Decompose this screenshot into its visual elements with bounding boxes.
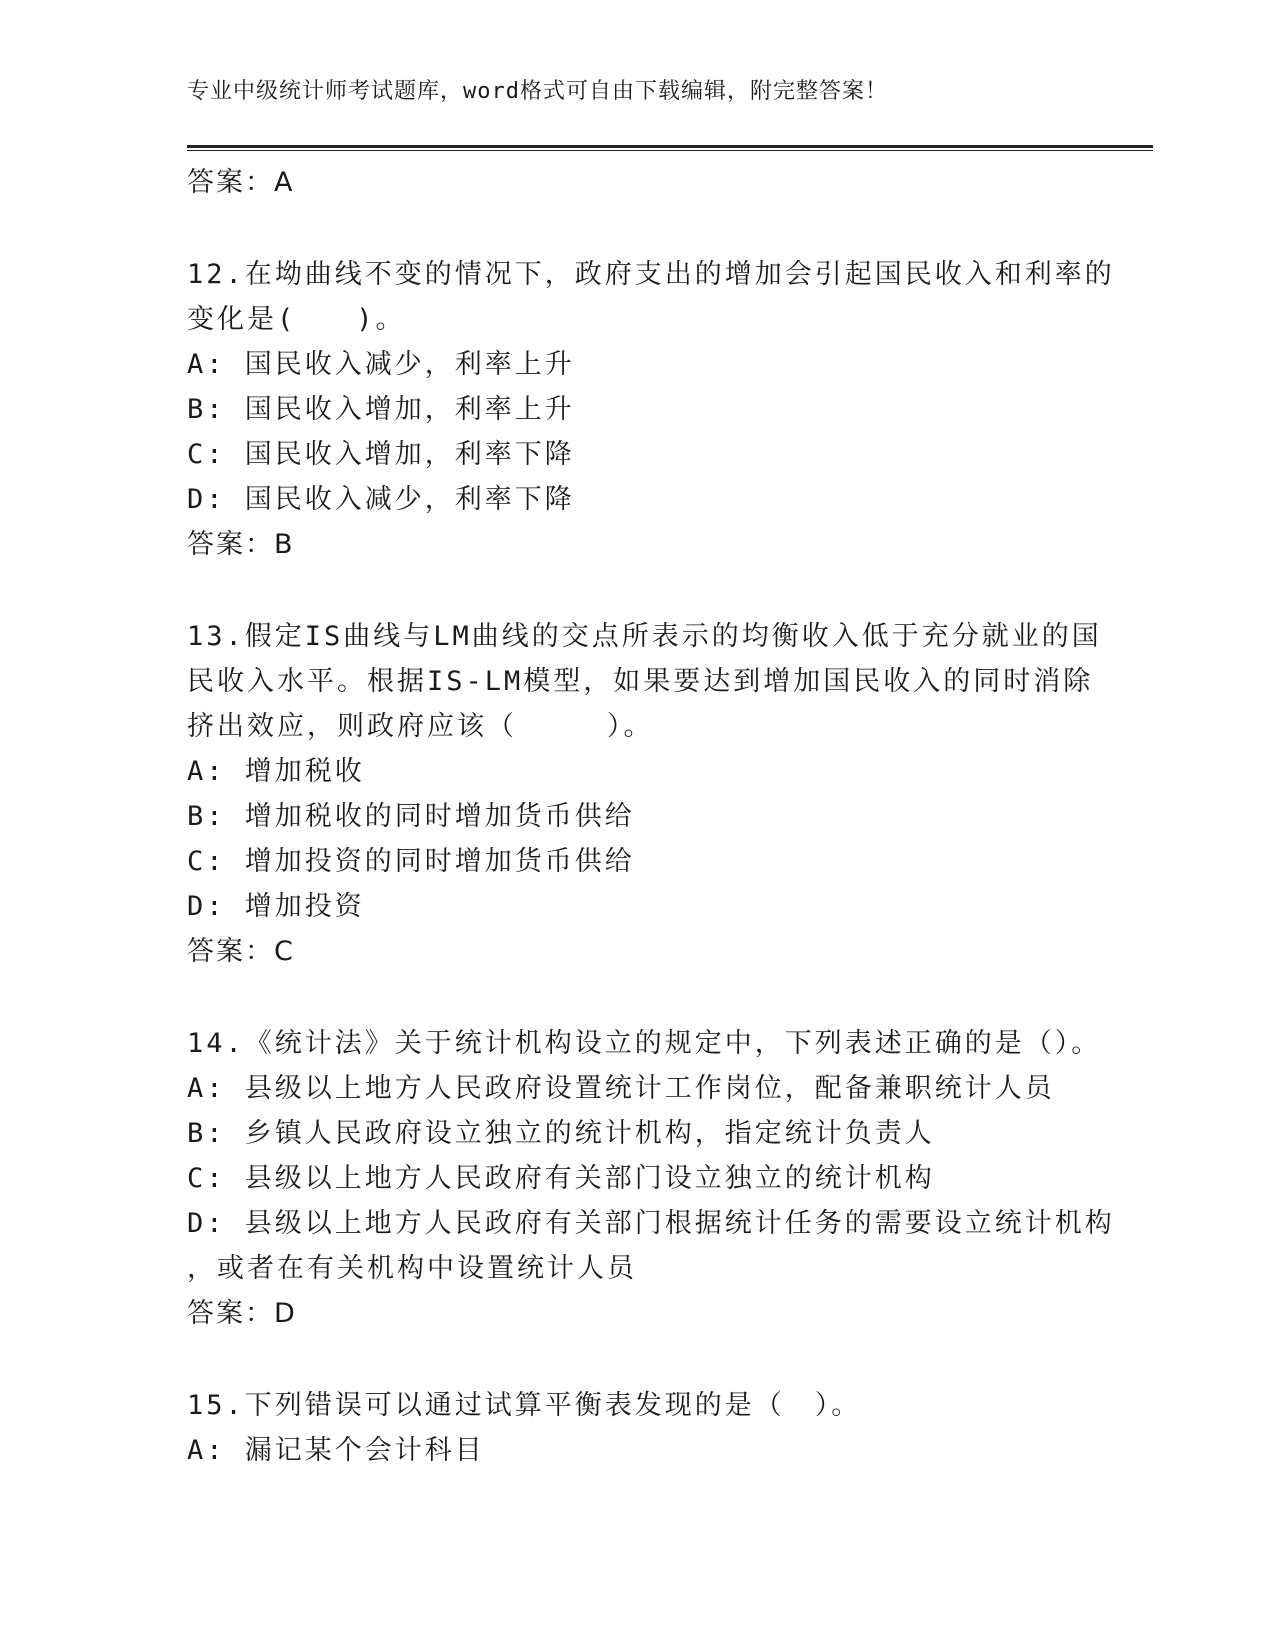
page-header: 专业中级统计师考试题库，word格式可自由下载编辑，附完整答案！ [187, 79, 888, 104]
option-a: A: 县级以上地方人民政府设置统计工作岗位，配备兼职统计人员 [187, 1073, 1055, 1104]
question-text: 13.假定IS曲线与LM曲线的交点所表示的均衡收入低于充分就业的国 [187, 621, 1102, 652]
option-a: A: 漏记某个会计科目 [187, 1435, 485, 1466]
option-c: C: 县级以上地方人民政府有关部门设立独立的统计机构 [187, 1163, 935, 1194]
option-b: B: 增加税收的同时增加货币供给 [187, 801, 635, 832]
answer-14: 答案：D [187, 1298, 297, 1329]
option-c: C: 国民收入增加，利率下降 [187, 439, 575, 470]
question-15 [187, 1383, 1087, 1473]
question-13 [187, 614, 1102, 974]
answer-13: 答案：C [187, 936, 295, 967]
option-d: D: 县级以上地方人民政府有关部门根据统计任务的需要设立统计机构 [187, 1208, 1115, 1239]
question-12 [187, 252, 1115, 567]
question-text: 变化是( )。 [187, 304, 406, 335]
option-d-continued: ，或者在有关机构中设置统计人员 [187, 1253, 637, 1284]
question-text: 14.《统计法》关于统计机构设立的规定中，下列表述正确的是（）。 [187, 1028, 1102, 1059]
question-text: 民收入水平。根据IS-LM模型，如果要达到增加国民收入的同时消除 [187, 666, 1094, 697]
answer-12: 答案：B [187, 529, 295, 560]
question-14 [187, 1021, 1115, 1336]
option-d: D: 国民收入减少，利率下降 [187, 484, 575, 515]
question-text: 12.在坳曲线不变的情况下，政府支出的增加会引起国民收入和利率的 [187, 259, 1115, 290]
header-rule-thick [187, 145, 1153, 148]
option-d: D: 增加投资 [187, 891, 365, 922]
question-text: 15.下列错误可以通过试算平衡表发现的是（ ）。 [187, 1390, 862, 1421]
option-b: B: 乡镇人民政府设立独立的统计机构，指定统计负责人 [187, 1118, 935, 1149]
answer-11: 答案：A [187, 167, 295, 198]
document-body [187, 160, 1115, 1473]
header-rule-thin [187, 150, 1153, 151]
option-c: C: 增加投资的同时增加货币供给 [187, 846, 635, 877]
option-a: A: 国民收入减少，利率上升 [187, 349, 575, 380]
question-text: 挤出效应，则政府应该（ ）。 [187, 711, 654, 742]
option-b: B: 国民收入增加，利率上升 [187, 394, 575, 425]
option-a: A: 增加税收 [187, 756, 365, 787]
